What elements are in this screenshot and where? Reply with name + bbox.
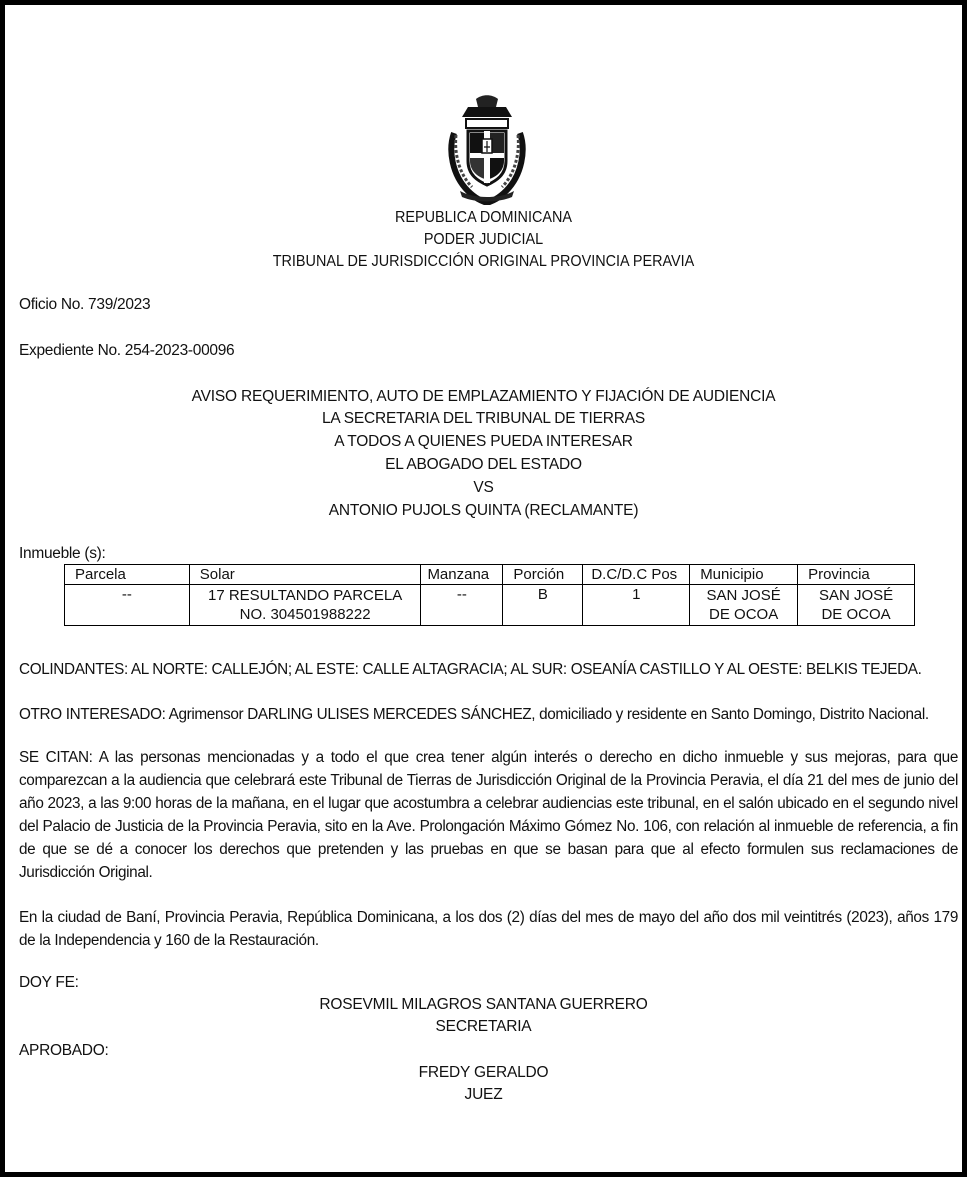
inmueble-label: Inmueble (s): (19, 545, 106, 562)
otro-interesado-paragraph: OTRO INTERESADO: Agrimensor DARLING ULISES MERCEDES SÁNCHEZ, domiciliado y residente en Santo Domingo, Distrito Nacional. (19, 706, 929, 723)
juez-title: JUEZ (464, 1086, 503, 1103)
header-line-judicial: PODER JUDICIAL (423, 231, 544, 248)
cell-dc: 1 (583, 585, 690, 626)
col-header-solar: Solar (189, 565, 421, 585)
secretaria-title: SECRETARIA (435, 1018, 532, 1035)
juez-signature (5, 1062, 962, 1106)
title-line-5: VS (473, 479, 494, 496)
cell-solar: 17 RESULTANDO PARCELA NO. 304501988222 (189, 585, 421, 626)
col-header-municipio: Municipio (690, 565, 798, 585)
secretaria-signature (5, 994, 962, 1038)
secretaria-name: ROSEVMIL MILAGROS SANTANA GUERRERO (319, 996, 648, 1013)
notice-title (5, 385, 962, 522)
title-line-3: A TODOS A QUIENES PUEDA INTERESAR (334, 433, 633, 450)
header-line-country: REPUBLICA DOMINICANA (394, 209, 573, 226)
oficio-number: Oficio No. 739/2023 (19, 296, 151, 313)
title-line-4: EL ABOGADO DEL ESTADO (385, 456, 582, 473)
table-header-row (65, 565, 915, 585)
col-header-provincia: Provincia (798, 565, 915, 585)
table-row (65, 585, 915, 626)
col-header-dc: D.C/D.C Pos (583, 565, 690, 585)
cell-municipio: SAN JOSÉ DE OCOA (690, 585, 798, 626)
property-table (64, 564, 915, 626)
title-line-1: AVISO REQUERIMIENTO, AUTO DE EMPLAZAMIENTO Y FIJACIÓN DE AUDIENCIA (191, 388, 776, 405)
institution-header (38, 207, 928, 273)
coat-of-arms-icon (446, 95, 528, 205)
ciudad-paragraph: En la ciudad de Baní, Provincia Peravia, República Dominicana, a los dos (2) días del mes de mayo del año dos mil veintitrés (2023), años 179 de la Independencia y 160 de la Restauración. (19, 909, 958, 949)
colindantes-paragraph: COLINDANTES: AL NORTE: CALLEJÓN; AL ESTE: CALLE ALTAGRACIA; AL SUR: OSEANÍA CASTILLO Y AL OESTE: BELKIS TEJEDA. (19, 661, 922, 678)
header-line-tribunal: TRIBUNAL DE JURISDICCIÓN ORIGINAL PROVINCIA PERAVIA (272, 253, 695, 270)
se-citan-paragraph: SE CITAN: A las personas mencionadas y a todo el que crea tener algún interés o derecho en dicho inmueble y sus mejoras, para que comparezcan a la audiencia que celebrará este Tribunal de Tierras de Jurisdicción Original de la Provincia Peravia, el día 21 del mes de junio del año 2023, a las 9:00 horas de la mañana, en el lugar que acostumbra a celebrar audiencias este tribunal, en el salón ubicado en el segundo nivel del Palacio de Justicia de la Provincia Peravia, sito en la Ave. Prolongación Máximo Gómez No. 106, con relación al inmueble de referencia, a fin de que se dé a conocer los derechos que pretenden y las pruebas en que se basan para que al efecto formulen sus reclamaciones de Jurisdicción Original. (19, 749, 958, 881)
aprobado-label: APROBADO: (19, 1042, 109, 1059)
juez-name: FREDY GERALDO (418, 1064, 549, 1081)
col-header-porcion: Porción (503, 565, 583, 585)
cell-parcela: -- (65, 585, 190, 626)
title-line-2: LA SECRETARIA DEL TRIBUNAL DE TIERRAS (321, 410, 646, 427)
col-header-parcela: Parcela (65, 565, 190, 585)
doy-fe-label: DOY FE: (19, 974, 79, 991)
title-line-6: ANTONIO PUJOLS QUINTA (RECLAMANTE) (328, 502, 639, 519)
expediente-number: Expediente No. 254-2023-00096 (19, 342, 235, 359)
col-header-manzana: Manzana (421, 565, 503, 585)
cell-provincia: SAN JOSÉ DE OCOA (798, 585, 915, 626)
cell-porcion: B (503, 585, 583, 626)
cell-manzana: -- (421, 585, 503, 626)
